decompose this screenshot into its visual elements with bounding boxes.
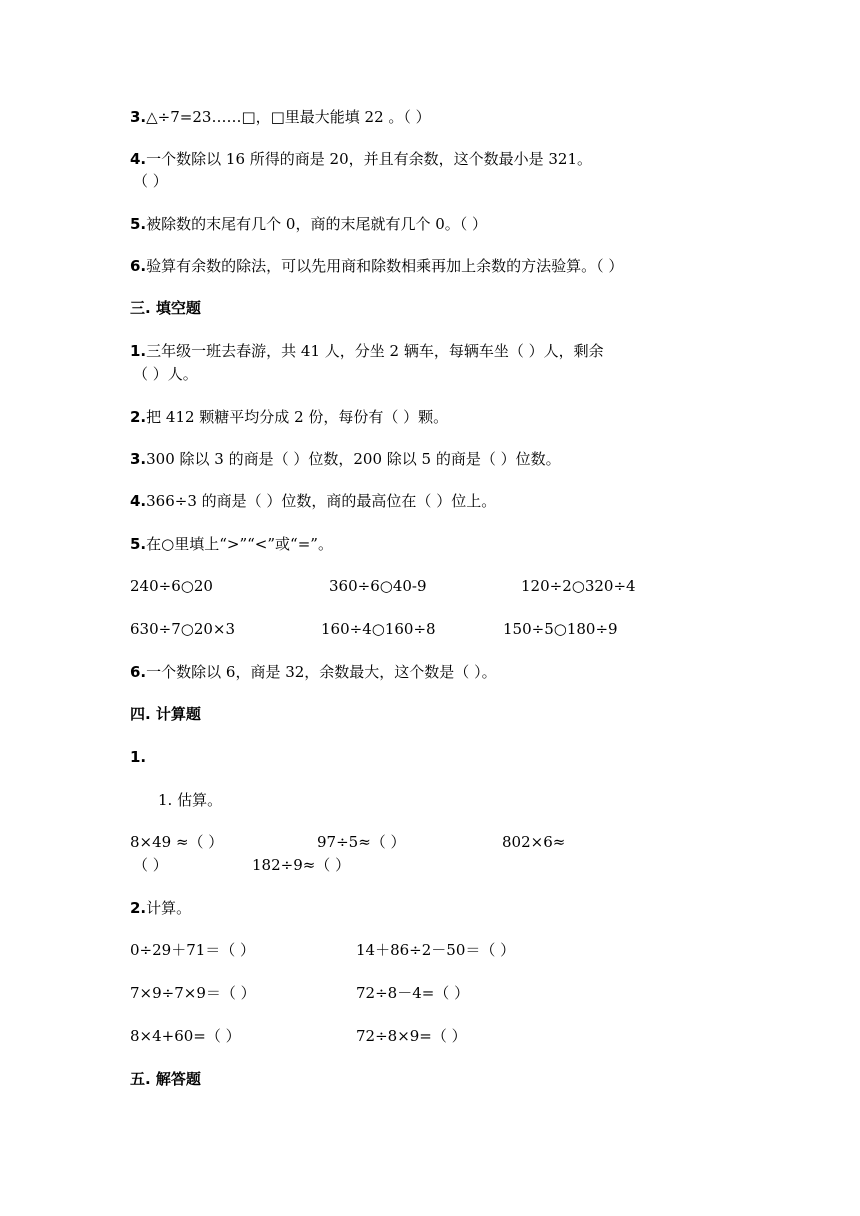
fill-question-4: 4.366÷3 的商是（ ）位数，商的最高位在（ ）位上。 — [130, 492, 497, 510]
estimate-item: （ ） — [133, 856, 168, 874]
estimate-item: 8×49 ≈（ ） — [130, 833, 224, 851]
fill-question-3: 3.300 除以 3 的商是（ ）位数，200 除以 5 的商是（ ）位数。 — [130, 450, 561, 468]
judge-question-6: 6.验算有余数的除法，可以先用商和除数相乘再加上余数的方法验算。（ ） — [130, 257, 624, 275]
calc-question-1-subtitle: 1. 估算。 — [158, 791, 223, 809]
compare-item: 150÷5○180÷9 — [503, 620, 618, 638]
calc-item: 72÷8－4=（ ） — [356, 984, 470, 1002]
calc-question-1-number: 1. — [130, 748, 147, 766]
fill-question-5: 5.在○里填上“>”“<”或“=”。 — [130, 535, 333, 553]
calc-item: 0÷29＋71＝（ ） — [130, 941, 256, 959]
estimate-item: 182÷9≈（ ） — [252, 856, 351, 874]
calc-item: 7×9÷7×9＝（ ） — [130, 984, 256, 1002]
judge-question-4: 4.一个数除以 16 所得的商是 20，并且有余数，这个数最小是 321。 — [130, 150, 593, 168]
calc-item: 72÷8×9=（ ） — [356, 1027, 467, 1045]
section-title-calc: 四. 计算题 — [130, 705, 201, 723]
fill-question-6: 6.一个数除以 6，商是 32，余数最大，这个数是（ ）。 — [130, 663, 497, 681]
estimate-item: 97÷5≈（ ） — [317, 833, 406, 851]
fill-question-1-cont: （ ）人。 — [133, 365, 198, 383]
judge-question-3: 3.△÷7=23……□，□里最大能填 22 。（ ） — [130, 108, 431, 126]
compare-item: 360÷6○40-9 — [329, 577, 427, 595]
compare-item: 240÷6○20 — [130, 577, 213, 595]
section-title-fill: 三. 填空题 — [130, 299, 201, 317]
section-title-answer: 五. 解答题 — [130, 1070, 201, 1088]
compare-item: 630÷7○20×3 — [130, 620, 236, 638]
judge-question-5: 5.被除数的末尾有几个 0，商的末尾就有几个 0。（ ） — [130, 215, 488, 233]
judge-question-4-answer-blank: （ ） — [133, 172, 168, 190]
compare-item: 160÷4○160÷8 — [321, 620, 436, 638]
compare-item: 120÷2○320÷4 — [521, 577, 636, 595]
calc-question-2: 2.计算。 — [130, 899, 192, 917]
calc-item: 14＋86÷2－50＝（ ） — [356, 941, 516, 959]
calc-item: 8×4+60=（ ） — [130, 1027, 241, 1045]
fill-question-1: 1.三年级一班去春游，共 41 人，分坐 2 辆车，每辆车坐（ ）人，剩余 — [130, 342, 604, 360]
estimate-item: 802×6≈ — [502, 833, 566, 851]
fill-question-2: 2.把 412 颗糖平均分成 2 份，每份有（ ）颗。 — [130, 408, 449, 426]
